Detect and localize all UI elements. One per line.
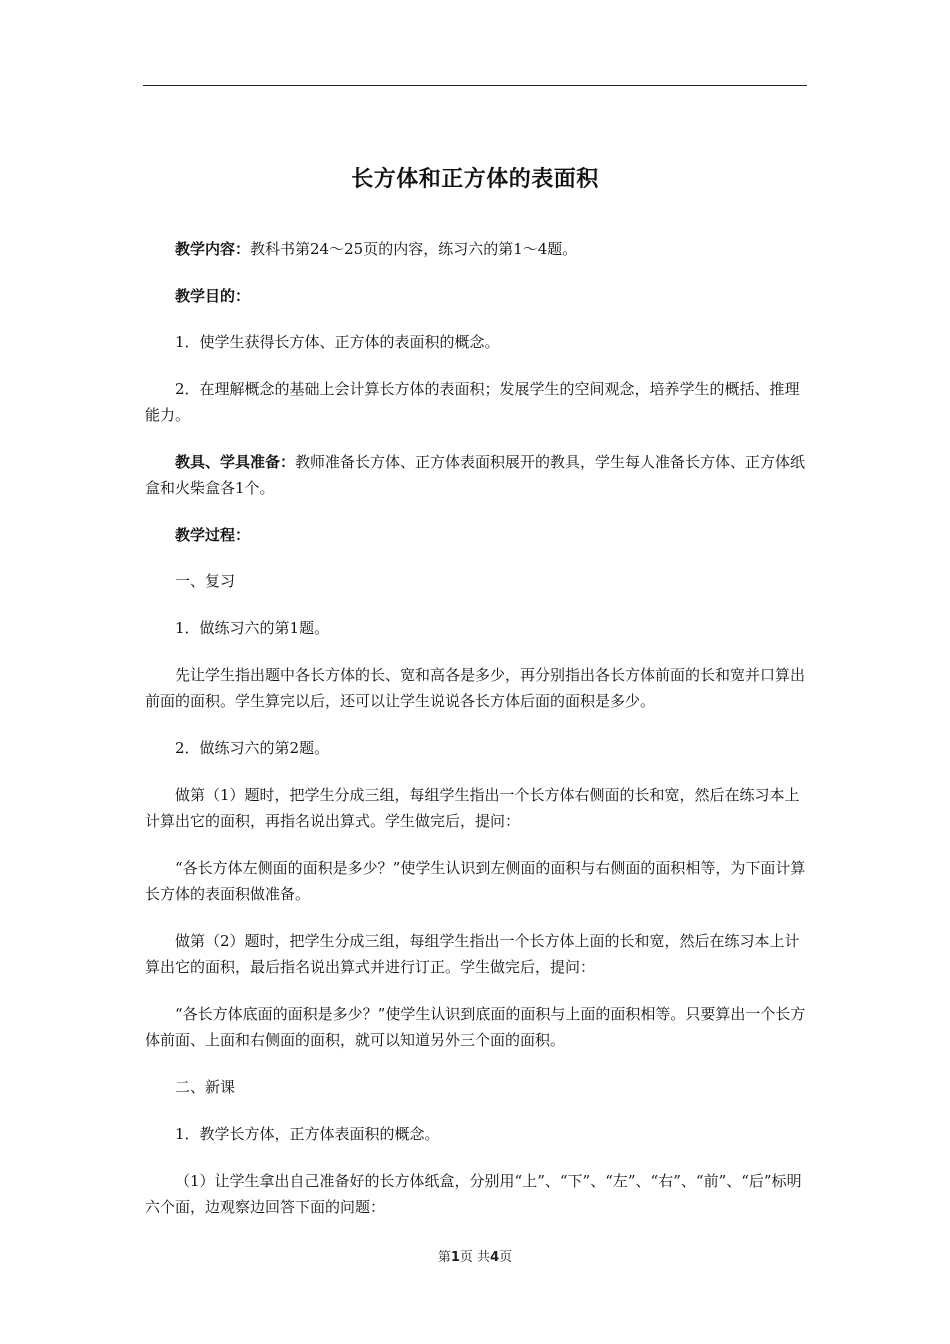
review-2-part1-question: “各长方体左侧面的面积是多少？”使学生认识到左侧面的面积与右侧面的面积相等，为下面计算长方体的表面积做准备。 [145, 859, 806, 903]
goal-1-paragraph: 1．使学生获得长方体、正方体的表面积的概念。 [175, 333, 500, 351]
review-2-part2-paragraph: 做第（2）题时，把学生分成三组，每组学生指出一个长方体上面的长和宽，然后在练习本上计算出它的面积，最后指名说出算式并进行订正。学生做完后，提问： [145, 932, 800, 976]
current-page-number: 1 [450, 1250, 460, 1265]
section-2-heading: 二、新课 [175, 1078, 236, 1096]
tools-text: 教师准备长方体、正方体表面积展开的教具，学生每人准备长方体、正方体纸盒和火柴盒各1个。 [145, 453, 806, 497]
review-1-paragraph: 1．做练习六的第1题。 [175, 619, 330, 637]
section-1-heading: 一、复习 [175, 572, 236, 590]
teaching-content-text: 教科书第24～25页的内容，练习六的第1～4题。 [250, 240, 578, 258]
document-title: 长方体和正方体的表面积 [351, 167, 599, 192]
total-page-number: 4 [490, 1250, 500, 1265]
teaching-content-label: 教学内容： [175, 240, 251, 258]
goal-2-paragraph: 2．在理解概念的基础上会计算长方体的表面积；发展学生的空间观念，培养学生的概括、推理能力。 [145, 380, 800, 424]
review-2-part2-question: “各长方体底面的面积是多少？”使学生认识到底面的面积与上面的面积相等。只要算出一个长方体前面、上面和右侧面的面积，就可以知道另外三个面的面积。 [145, 1005, 806, 1049]
new-1-paragraph: 1．教学长方体，正方体表面积的概念。 [175, 1125, 440, 1143]
review-2-part1-paragraph: 做第（1）题时，把学生分成三组，每组学生指出一个长方体右侧面的长和宽，然后在练习本上计算出它的面积，再指名说出算式。学生做完后，提问： [145, 786, 800, 830]
tools-paragraph [145, 449, 809, 501]
teaching-goal-heading: 教学目的： [175, 287, 251, 305]
new-1-1-paragraph: （1）让学生拿出自己准备好的长方体纸盒，分别用“上”、“下”、“左”、“右”、“前”、“后”标明六个面，边观察边回答下面的问题： [145, 1172, 802, 1216]
header-rule [143, 85, 807, 86]
review-1-detail-paragraph: 先让学生指出题中各长方体的长、宽和高各是多少，再分别指出各长方体前面的长和宽并口算出前面的面积。学生算完以后，还可以让学生说说各长方体后面的面积是多少。 [145, 666, 806, 710]
teaching-content-paragraph [145, 236, 809, 262]
review-2-paragraph: 2．做练习六的第2题。 [175, 739, 330, 757]
tools-label: 教具、学具准备： [175, 453, 296, 471]
page-footer: 第1页 共4页 [437, 1250, 513, 1265]
document-body [145, 236, 809, 1241]
process-heading: 教学过程： [175, 526, 251, 544]
